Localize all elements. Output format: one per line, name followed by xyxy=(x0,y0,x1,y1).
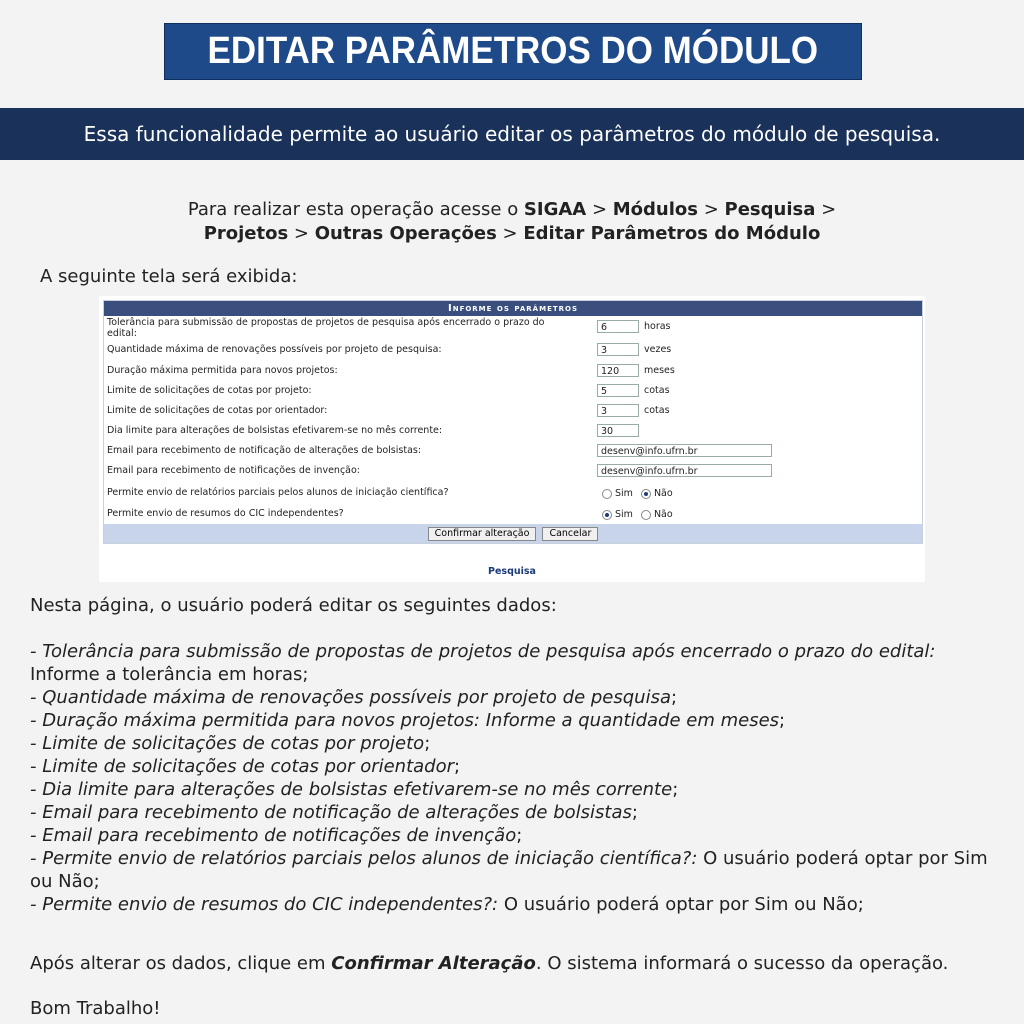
form-header: Informe os parâmetros xyxy=(104,301,922,316)
cotas-orientador-input[interactable]: 3 xyxy=(597,404,639,417)
list-item: - Quantidade máxima de renovações possíveis por projeto de pesquisa; xyxy=(30,687,678,708)
resumos-nao-radio[interactable] xyxy=(641,510,651,520)
unit-label: cotas xyxy=(644,405,670,416)
row-label: Limite de solicitações de cotas por orientador: xyxy=(107,405,328,416)
unit-label: cotas xyxy=(644,385,670,396)
form-row-relatorios: Permite envio de relatórios parciais pelos alunos de iniciação científica? Sim Não xyxy=(107,487,673,499)
unit-label: meses xyxy=(644,365,675,376)
row-label: Email para recebimento de notificação de alterações de bolsistas: xyxy=(107,445,422,456)
row-label: Email para recebimento de notificações de invenção: xyxy=(107,465,361,476)
list-item: - Permite envio de resumos do CIC independentes?: O usuário poderá optar por Sim ou Não; xyxy=(30,894,864,915)
form-row-cotas-projeto xyxy=(104,380,922,400)
form-row-cotas-orientador xyxy=(104,400,922,420)
page-title-box xyxy=(164,23,862,80)
duracao-input[interactable]: 120 xyxy=(597,364,639,377)
row-label: Permite envio de relatórios parciais pelos alunos de iniciação científica? xyxy=(107,487,449,498)
relatorios-nao-radio[interactable] xyxy=(641,489,651,499)
pesquisa-link[interactable]: Pesquisa xyxy=(488,566,536,577)
row-label: Limite de solicitações de cotas por projeto: xyxy=(107,385,312,396)
row-label: Quantidade máxima de renovações possíveis por projeto de pesquisa: xyxy=(107,344,442,355)
list-item: - Tolerância para submissão de propostas de projetos de pesquisa após encerrado o prazo do edital: Informe a tolerância em horas; xyxy=(30,641,936,685)
screenshot-panel xyxy=(99,296,925,582)
email-invencao-input[interactable]: desenv@info.ufrn.br xyxy=(597,464,772,477)
description-banner xyxy=(0,108,1024,160)
field-description-list xyxy=(30,640,1005,916)
list-item: - Email para recebimento de notificações de invenção; xyxy=(30,825,523,846)
screen-intro: A seguinte tela será exibida: xyxy=(40,266,298,287)
form-row-dia-limite xyxy=(104,420,922,440)
relatorios-sim-radio[interactable] xyxy=(602,489,612,499)
navigation-path: Para realizar esta operação acesse o SIGAA > Módulos > Pesquisa > Projetos > Outras Operações > Editar Parâmetros do Módulo xyxy=(187,199,837,244)
list-item: - Duração máxima permitida para novos projetos: Informe a quantidade em meses; xyxy=(30,710,786,731)
dia-limite-input[interactable]: 30 xyxy=(597,424,639,437)
unit-label: vezes xyxy=(644,344,672,355)
row-label: Permite envio de resumos do CIC independentes? xyxy=(107,508,344,519)
row-label: Duração máxima permitida para novos projetos: xyxy=(107,365,338,376)
resumos-sim-radio[interactable] xyxy=(602,510,612,520)
form-row-email-invencao xyxy=(104,460,922,482)
unit-label: horas xyxy=(644,321,671,332)
after-instructions: Após alterar os dados, clique em Confirmar Alteração. O sistema informará o sucesso da operação. xyxy=(30,953,949,974)
email-bolsistas-input[interactable]: desenv@info.ufrn.br xyxy=(597,444,772,457)
form-footer xyxy=(104,524,922,543)
list-item: - Email para recebimento de notificação de alterações de bolsistas; xyxy=(30,802,638,823)
confirm-button[interactable]: Confirmar alteração xyxy=(428,527,537,541)
form-row-resumos-cic: Permite envio de resumos do CIC independentes? Sim Não xyxy=(107,508,673,520)
banner-text: Essa funcionalidade permite ao usuário editar os parâmetros do módulo de pesquisa. xyxy=(83,122,941,146)
form-row-tolerancia xyxy=(104,316,922,339)
renovacoes-input[interactable]: 3 xyxy=(597,343,639,356)
cotas-projeto-input[interactable]: 5 xyxy=(597,384,639,397)
row-label: Dia limite para alterações de bolsistas efetivarem-se no mês corrente: xyxy=(107,425,443,436)
list-item: - Limite de solicitações de cotas por orientador; xyxy=(30,756,461,777)
page-title: EDITAR PARÂMETROS DO MÓDULO xyxy=(207,30,819,72)
closing-text: Bom Trabalho! xyxy=(30,998,161,1019)
parameters-form xyxy=(103,300,923,544)
form-row-duracao xyxy=(104,360,922,380)
form-row-email-bolsistas xyxy=(104,440,922,460)
row-label: Tolerância para submissão de propostas de projetos de pesquisa após encerrado o prazo do edital: xyxy=(107,317,545,339)
cancel-button[interactable]: Cancelar xyxy=(542,527,598,541)
form-row-renovacoes xyxy=(104,339,922,360)
body-intro: Nesta página, o usuário poderá editar os seguintes dados: xyxy=(30,595,557,616)
list-item: - Permite envio de relatórios parciais pelos alunos de iniciação científica?: O usuário poderá optar por Sim ou Não; xyxy=(30,848,988,892)
tolerancia-input[interactable]: 6 xyxy=(597,320,639,333)
list-item: - Dia limite para alterações de bolsistas efetivarem-se no mês corrente; xyxy=(30,779,679,800)
list-item: - Limite de solicitações de cotas por projeto; xyxy=(30,733,431,754)
